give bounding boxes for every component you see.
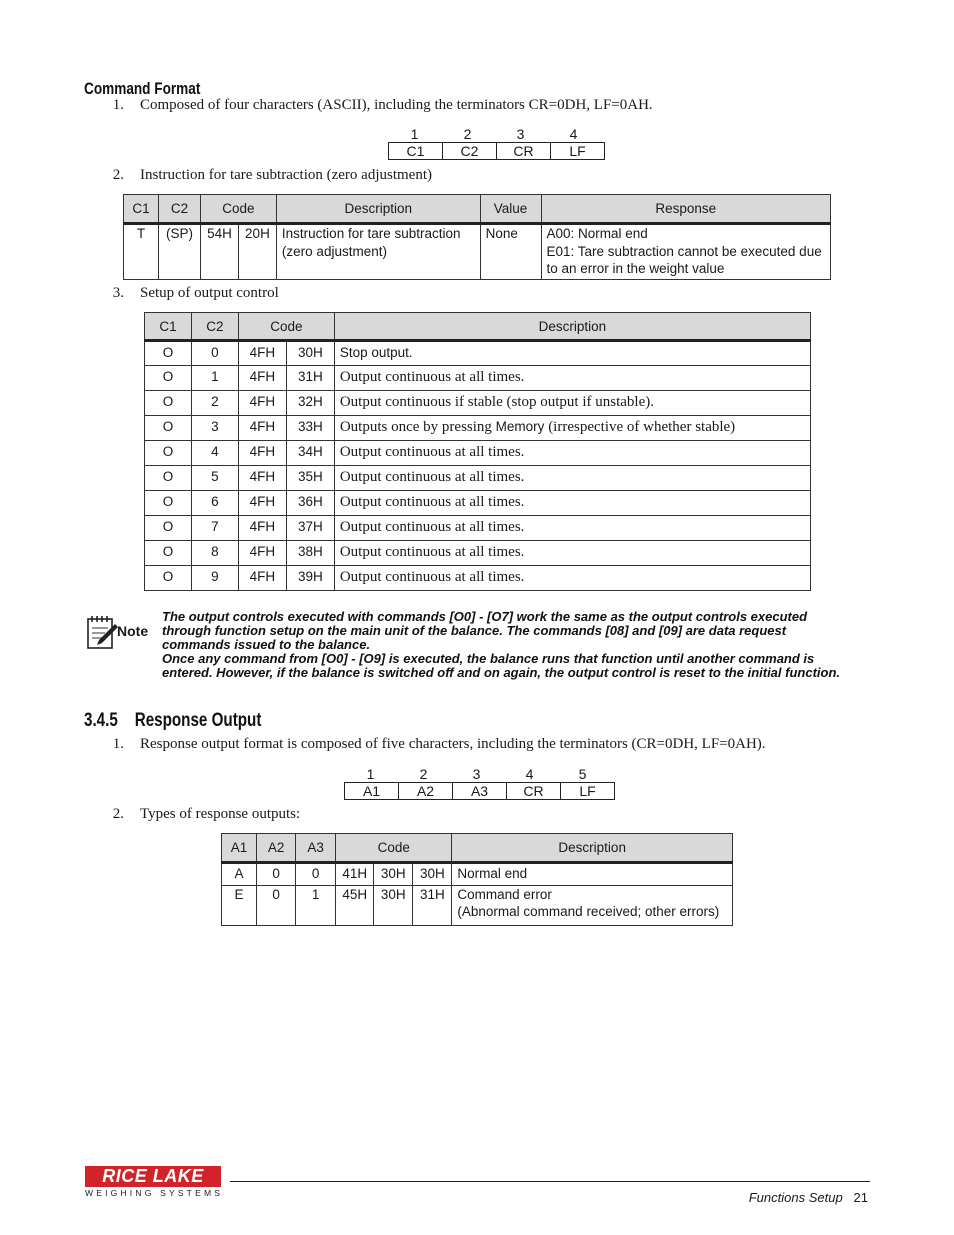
cell-code: 38H: [286, 541, 334, 566]
cell-description: Output continuous at all times.: [334, 466, 810, 491]
col-a1-header: A1: [222, 834, 257, 863]
strip-cell: C1: [388, 142, 443, 160]
strip-pos: 2: [419, 766, 428, 782]
strip-cell: LF: [560, 782, 615, 800]
strip-cell: A1: [344, 782, 399, 800]
col-description-header: Description: [334, 313, 810, 341]
cell-c1: O: [145, 441, 192, 466]
cell-code: 36H: [286, 491, 334, 516]
cell-c1: O: [145, 566, 192, 591]
col-response-header: Response: [541, 195, 830, 224]
note-line: entered. However, if the balance is switched off and on again, the output control is reset to the initial function.: [162, 665, 841, 680]
col-a2-header: A2: [257, 834, 296, 863]
cell-code: 35H: [286, 466, 334, 491]
cell-c2: 3: [191, 416, 238, 441]
table-row: [145, 391, 811, 416]
cell-code: 32H: [286, 391, 334, 416]
strip-pos: 2: [463, 126, 472, 142]
strip-cell: A2: [398, 782, 453, 800]
cf-item-3-number: 3.: [112, 285, 124, 301]
cell-c1: O: [145, 466, 192, 491]
cell-description: [452, 886, 733, 926]
cell-a3: 0: [296, 863, 336, 886]
note-pencil-icon: [85, 614, 119, 650]
col-code-header: Code: [238, 313, 334, 341]
page-number: 21: [853, 1190, 868, 1205]
cell-a1: E: [222, 886, 257, 926]
cell-code: 30H: [374, 863, 413, 886]
strip-pos: 3: [472, 766, 481, 782]
col-code-header: Code: [200, 195, 276, 224]
table-row: [145, 366, 811, 391]
col-c1-header: C1: [124, 195, 159, 224]
cell-code: 33H: [286, 416, 334, 441]
cell-description: Output continuous at all times.: [334, 441, 810, 466]
response-char-strip: [344, 766, 615, 800]
table-row: [145, 541, 811, 566]
cell-code: 4FH: [238, 566, 286, 591]
command-format-heading: Command Format: [84, 79, 201, 98]
description-line: (zero adjustment): [281, 243, 387, 259]
cell-code: 37H: [286, 516, 334, 541]
cell-code: 4FH: [238, 441, 286, 466]
table-row: [145, 516, 811, 541]
col-c2-header: C2: [158, 195, 200, 224]
cell-description: Output continuous at all times.: [334, 516, 810, 541]
cell-c2: 6: [191, 491, 238, 516]
logo-tagline: WEIGHING SYSTEMS: [85, 1188, 224, 1198]
cell-code: 41H: [336, 863, 374, 886]
col-description-header: Description: [452, 834, 733, 863]
tare-table: [123, 194, 831, 280]
cell-description: Stop output.: [334, 341, 810, 366]
table-row: [145, 466, 811, 491]
cell-a2: 0: [257, 863, 296, 886]
note-line: Once any command from [O0] - [O9] is executed, the balance runs that function until another command is: [162, 651, 815, 666]
cell-c1: O: [145, 416, 192, 441]
strip-cell: CR: [506, 782, 561, 800]
description-text: Outputs once by pressing: [339, 419, 496, 435]
strip-pos: 5: [578, 766, 587, 782]
table-row: [145, 416, 811, 441]
strip-cell: C2: [442, 142, 497, 160]
table-row: [222, 863, 733, 886]
cell-c1: O: [145, 391, 192, 416]
cell-c2: 4: [191, 441, 238, 466]
cell-code: 4FH: [238, 416, 286, 441]
col-code-header: Code: [336, 834, 452, 863]
cell-code: 31H: [286, 366, 334, 391]
strip-cell: LF: [550, 142, 605, 160]
cell-code: 4FH: [238, 391, 286, 416]
col-a3-header: A3: [296, 834, 336, 863]
cell-code: 30H: [286, 341, 334, 366]
cell-code: 4FH: [238, 516, 286, 541]
cell-code: 54H: [200, 224, 238, 280]
table-row: [145, 566, 811, 591]
cell-description: Output continuous at all times.: [334, 491, 810, 516]
strip-pos: 3: [516, 126, 525, 142]
strip-cell: A3: [452, 782, 507, 800]
cell-c2: 0: [191, 341, 238, 366]
cell-description: Output continuous if stable (stop output if unstable).: [334, 391, 810, 416]
cell-code: 4FH: [238, 366, 286, 391]
table-row: [145, 441, 811, 466]
cf-item-2-text: Instruction for tare subtraction (zero adjustment): [140, 167, 432, 183]
cell-code: 4FH: [238, 491, 286, 516]
col-value-header: Value: [480, 195, 541, 224]
note-badge: [85, 614, 153, 650]
response-types-table: [221, 833, 733, 926]
cell-c1: T: [124, 224, 159, 280]
table-row: [124, 224, 831, 280]
cell-c2: 7: [191, 516, 238, 541]
note-text: [162, 610, 840, 680]
ro-item-1-number: 1.: [112, 736, 124, 752]
cell-description: Output continuous at all times.: [334, 566, 810, 591]
cf-item-3-text: Setup of output control: [140, 285, 279, 301]
cell-code: 30H: [413, 863, 452, 886]
cell-c2: 1: [191, 366, 238, 391]
description-line: Command error: [457, 887, 552, 902]
cell-c2: 9: [191, 566, 238, 591]
response-line: E01: Tare subtraction cannot be executed due: [546, 243, 822, 259]
cell-c1: O: [145, 541, 192, 566]
output-control-table: [144, 312, 811, 591]
col-c2-header: C2: [191, 313, 238, 341]
strip-pos: 4: [569, 126, 578, 142]
cell-code: 4FH: [238, 341, 286, 366]
note-line: through function setup on the main unit of the balance. The commands [08] and [09] are data request: [162, 623, 787, 638]
cell-description: [276, 224, 480, 280]
strip-pos: 4: [525, 766, 534, 782]
command-char-strip: [388, 126, 605, 160]
cell-a2: 0: [257, 886, 296, 926]
description-line: Instruction for tare subtraction: [281, 226, 461, 241]
col-description-header: Description: [276, 195, 480, 224]
ro-item-1-text: Response output format is composed of five characters, including the terminators (CR=0DH, LF=0AH).: [140, 736, 766, 752]
cell-response: [541, 224, 830, 280]
response-table-header: [222, 834, 733, 863]
strip-pos: 1: [366, 766, 375, 782]
table-row: [145, 491, 811, 516]
ro-item-2-number: 2.: [112, 806, 124, 822]
rice-lake-logo: [85, 1166, 224, 1198]
output-table-body: [145, 341, 811, 591]
description-text: (irrespective of whether stable): [544, 419, 736, 435]
footer-section-name: Functions Setup: [748, 1190, 843, 1205]
cell-a3: 1: [296, 886, 336, 926]
footer-rule: [230, 1181, 870, 1182]
cell-a1: A: [222, 863, 257, 886]
cell-description: [334, 416, 810, 441]
cell-c2: 2: [191, 391, 238, 416]
cell-code: 31H: [413, 886, 452, 926]
footer-page-info: [749, 1190, 868, 1205]
cell-code: 30H: [374, 886, 413, 926]
strip-cell: CR: [496, 142, 551, 160]
strip-pos: 1: [410, 126, 419, 142]
description-line: (Abnormal command received; other errors): [457, 904, 720, 919]
cell-code: 4FH: [238, 541, 286, 566]
cf-item-1-text: Composed of four characters (ASCII), including the terminators CR=0DH, LF=0AH.: [140, 97, 653, 113]
cell-c1: O: [145, 516, 192, 541]
logo-wordmark: RICE LAKE: [85, 1166, 221, 1187]
output-table-header: [145, 313, 811, 341]
response-line: to an error in the weight value: [546, 261, 725, 276]
cell-c2: 8: [191, 541, 238, 566]
tare-table-header: [124, 195, 831, 224]
cell-description: Normal end: [452, 863, 733, 886]
cf-item-1-number: 1.: [112, 97, 124, 113]
cell-code: 34H: [286, 441, 334, 466]
table-row: [222, 886, 733, 926]
cf-item-2-number: 2.: [112, 167, 124, 183]
note-line: The output controls executed with commands [O0] - [O7] work the same as the output controls executed: [162, 609, 808, 624]
response-line: A00: Normal end: [546, 226, 648, 241]
cell-value: None: [480, 224, 541, 280]
memory-key-label: Memory: [495, 419, 545, 434]
cell-c2: (SP): [158, 224, 200, 280]
section-number: 3.4.5: [84, 710, 118, 731]
note-label: Note: [117, 623, 149, 639]
cell-code: 20H: [238, 224, 276, 280]
cell-code: 45H: [336, 886, 374, 926]
cell-code: 4FH: [238, 466, 286, 491]
ro-item-2-text: Types of response outputs:: [140, 806, 301, 822]
table-row: [145, 341, 811, 366]
note-line: commands issued to the balance.: [162, 637, 371, 652]
cell-description: Output continuous at all times.: [334, 541, 810, 566]
cell-code: 39H: [286, 566, 334, 591]
cell-c2: 5: [191, 466, 238, 491]
col-c1-header: C1: [145, 313, 192, 341]
cell-description: Output continuous at all times.: [334, 366, 810, 391]
response-output-heading: [84, 710, 261, 732]
cell-c1: O: [145, 491, 192, 516]
cell-c1: O: [145, 341, 192, 366]
section-title: Response Output: [134, 710, 262, 731]
cell-c1: O: [145, 366, 192, 391]
